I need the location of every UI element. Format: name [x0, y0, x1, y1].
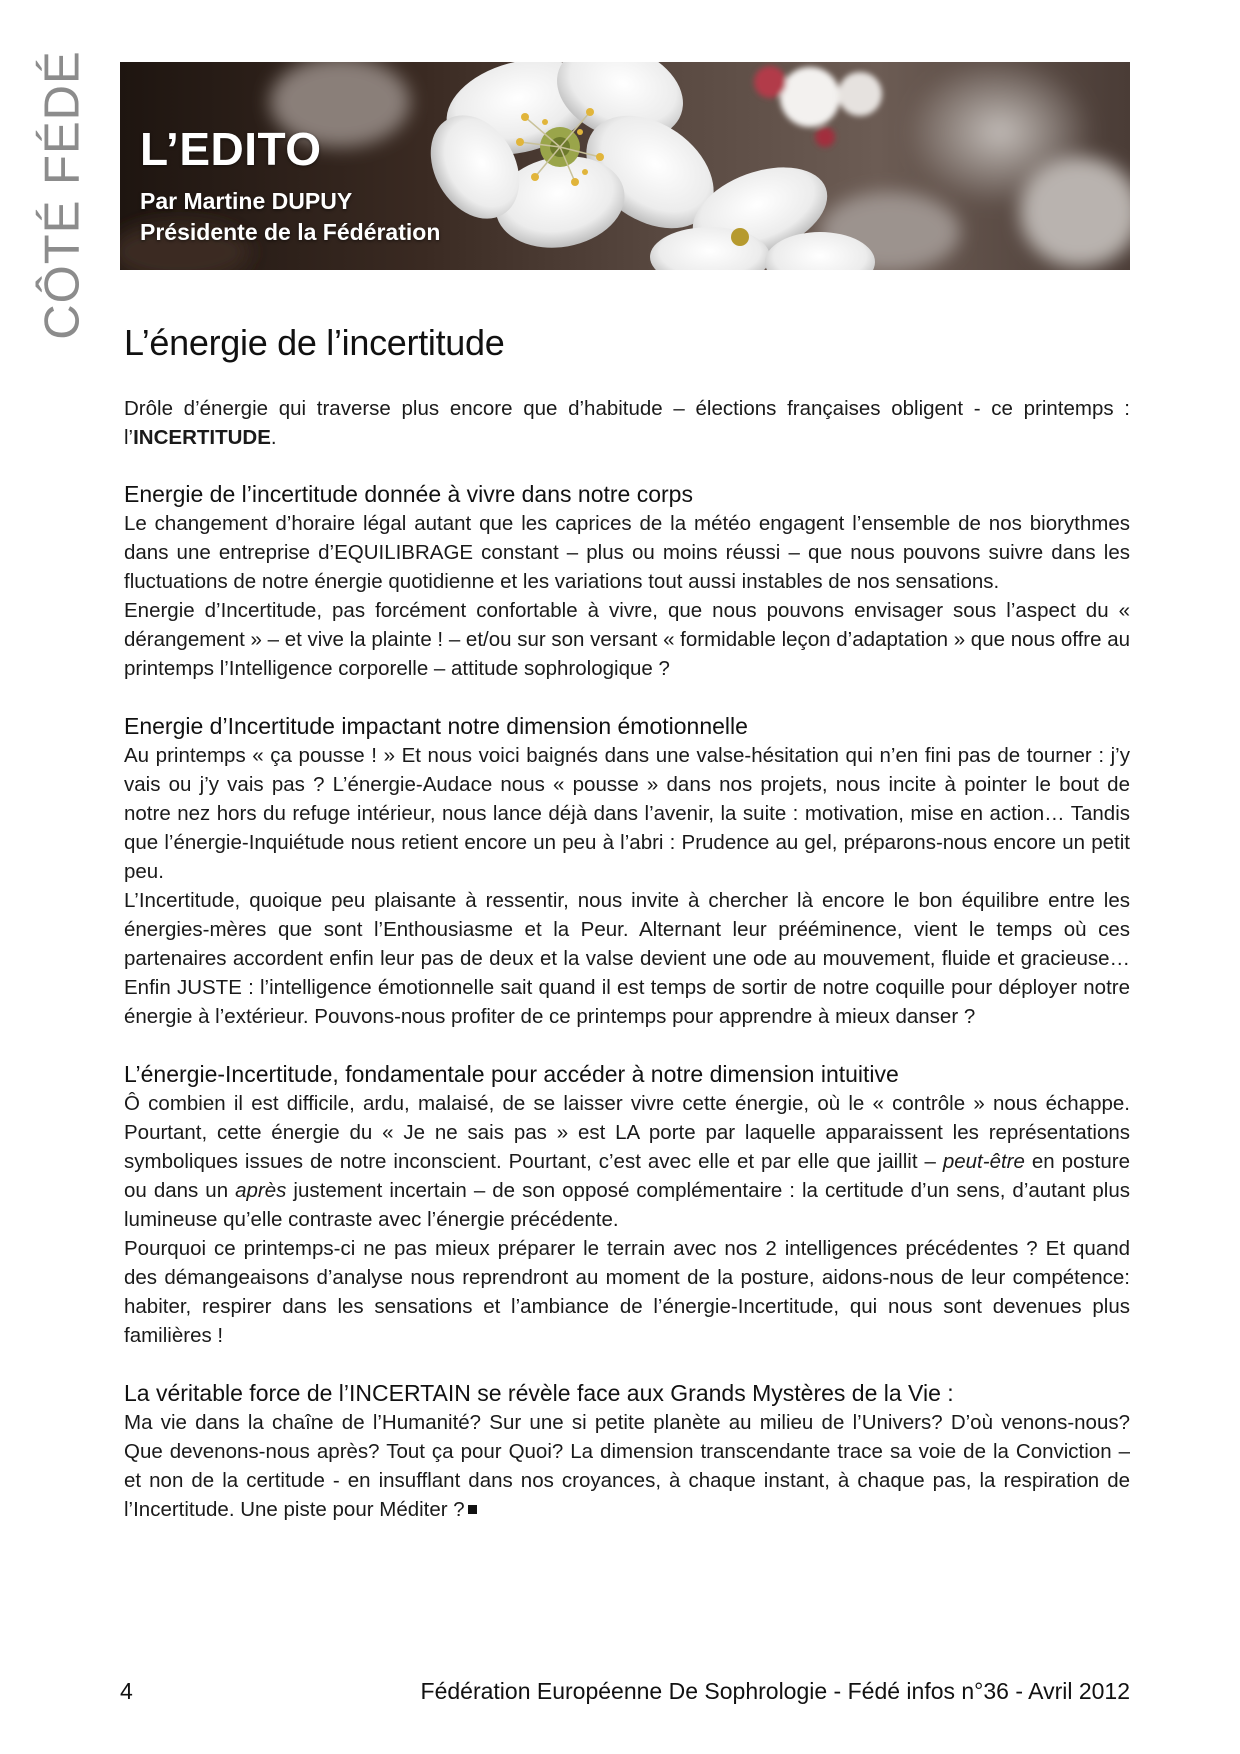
publication-info: Fédération Européenne De Sophrologie - Fédé infos n°36 - Avril 2012 [420, 1678, 1130, 1704]
edito-title: L’EDITO [140, 123, 322, 175]
edito-banner [120, 62, 1130, 270]
page-number: 4 [120, 1678, 133, 1704]
intro-paragraph: Drôle d’énergie qui traverse plus encore que d’habitude – élections françaises obligent - ce printemps : l’INCERTITUDE. [124, 397, 1130, 449]
section-heading: La véritable force de l’INCERTAIN se révèle face aux Grands Mystères de la Vie : [124, 1380, 954, 1406]
paragraph: L’Incertitude, quoique peu plaisante à ressentir, nous invite à chercher là encore le bon équilibre entre les énergies-mères que sont l’Enthousiasme et la Peur. Alternant leur prééminence, vient le temps où ces partenaires accordent enfin leur pas de deux et la valse devient une ode au mouvement, fluide et gracieuse…Enfin JUSTE : l’intelligence émotionnelle sait quand il est temps de sortir de notre coquille pour déployer notre énergie à l’extérieur. Pouvons-nous profiter de ce printemps pour apprendre à mieux danser ? [124, 889, 1130, 1028]
article [124, 322, 1130, 1524]
paragraph: Ma vie dans la chaîne de l’Humanité? Sur une si petite planète au milieu de l’Univers? D’où venons-nous? Que devenons-nous après? Tout ça pour Quoi? La dimension transcendante trace sa voie de la Conviction – et non de la certitude - en insufflant dans nos croyances, à chaque instant, à chaque pas, la respiration de l’Incertitude. Une piste pour Méditer ? [124, 1411, 1130, 1521]
author-role: Présidente de la Fédération [140, 219, 441, 245]
author-line: Par Martine DUPUY [140, 188, 353, 214]
side-label-text: CÔTÉ FÉDÉ [36, 49, 91, 340]
section-mysteries [124, 1378, 1130, 1524]
section-heading: Energie de l’incertitude donnée à vivre dans notre corps [124, 481, 693, 507]
banner-text [140, 122, 440, 248]
article-title: L’énergie de l’incertitude [124, 322, 505, 363]
section-intuitive [124, 1059, 1130, 1350]
paragraph: Energie d’Incertitude, pas forcément confortable à vivre, que nous pouvons envisager sous l’aspect du « dérangement » – et vive la plainte ! – et/ou sur son versant « formidable leçon d’adaptation » que nous offre au printemps l’Intelligence corporelle – attitude sophrologique ? [124, 599, 1130, 680]
section-heading: Energie d’Incertitude impactant notre dimension émotionnelle [124, 713, 748, 739]
paragraph: Pourquoi ce printemps-ci ne pas mieux préparer le terrain avec nos 2 intelligences précédentes ? Et quand des démangeaisons d’analyse nous reprendront au moment de la posture, aidons-nous de leur compétence: habiter, respirer dans les sensations et l’ambiance de l’énergie-Incertitude, qui nous sont devenues plus familières ! [124, 1237, 1130, 1347]
paragraph: Au printemps « ça pousse ! » Et nous voici baignés dans une valse-hésitation qui n’en fini pas de tourner : j’y vais ou j’y vais pas ? L’énergie-Audace nous « pousse » dans nos projets, nous incite à pointer le bout de notre nez hors du refuge intérieur, nous lance déjà dans l’avenir, la suite : motivation, mise en action… Tandis que l’énergie-Inquiétude nous retient encore un peu à l’abri : Prudence au gel, préparons-nous encore un petit peu. [124, 744, 1130, 883]
section-side-label [36, 49, 91, 340]
section-emotional [124, 711, 1130, 1031]
section-body [124, 479, 1130, 683]
end-of-article-mark-icon [468, 1505, 477, 1514]
paragraph: Le changement d’horaire légal autant que les caprices de la météo engagent l’ensemble de nos biorythmes dans une entreprise d’EQUILIBRAGE constant – plus ou moins réussi – que nous pouvons suivre dans les fluctuations de notre énergie quotidienne et les variations tout aussi instables de nos sensations. [124, 512, 1130, 593]
page-footer [120, 1678, 1130, 1705]
paragraph: Ô combien il est difficile, ardu, malaisé, de se laisser vivre cette énergie, où le « contrôle » nous échappe. Pourtant, cette énergie du « Je ne sais pas » est LA porte par laquelle apparaissent les représentations symboliques issues de notre inconscient. Pourtant, c’est avec elle et par elle que jaillit – peut-être en posture ou dans un après justement incertain – de son opposé complémentaire : la certitude d’un sens, d’autant plus lumineuse qu’elle contraste avec l’énergie précédente. [124, 1092, 1130, 1231]
section-heading: L’énergie-Incertitude, fondamentale pour accéder à notre dimension intuitive [124, 1061, 899, 1087]
